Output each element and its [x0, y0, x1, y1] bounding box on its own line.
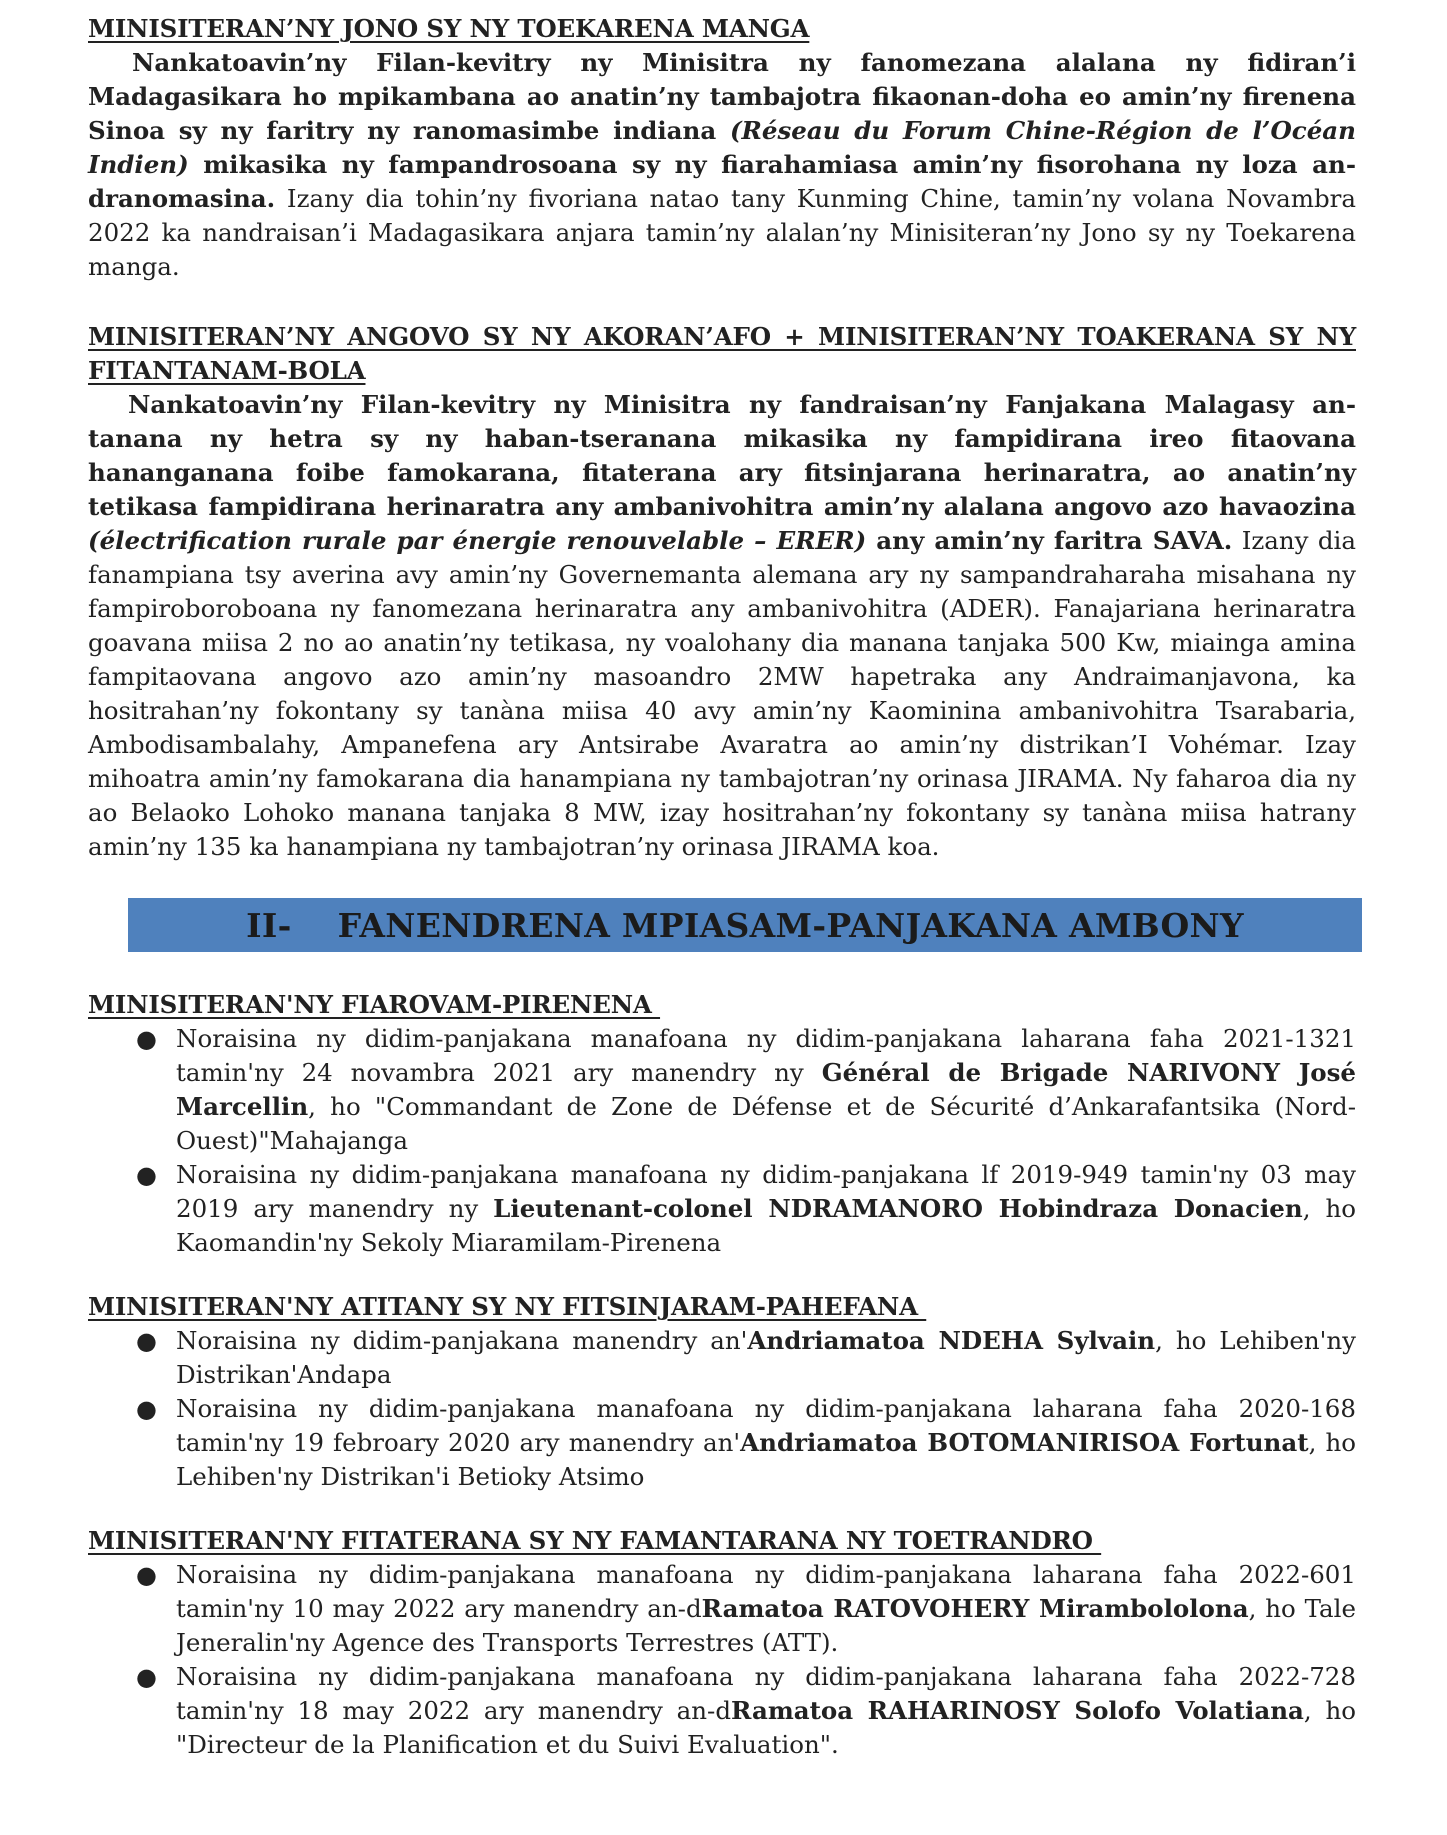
paragraph-bold-text: Nankatoavin’ny Filan-kevitry ny Minisitra ny fanomezana alalana ny fidiran’i Madagasikara ho mpikambana ao anatin’ny tambajotra fikaonan-doha eo amin’ny firenena Sinoa sy ny faritry ny ranomasimbe indiana [88, 48, 1356, 145]
section-title: FANENDRENA MPIASAM-PANJAKANA AMBONY [337, 905, 1244, 945]
bullet-icon: ● [136, 1561, 157, 1589]
section-fitaterana [88, 1524, 1356, 1762]
list-item [136, 1158, 1356, 1260]
section-paragraph [88, 46, 1356, 284]
section-atitany [88, 1290, 1356, 1494]
section-banner [128, 898, 1362, 952]
item-text: Noraisina ny didim-panjakana manendry an' [176, 1326, 748, 1355]
item-name-bold: Andriamatoa NDEHA Sylvain [747, 1326, 1156, 1355]
paragraph-bold-text: any amin’ny faritra SAVA. [866, 526, 1233, 555]
section-heading: MINISITERAN'NY ATITANY SY NY FITSINJARAM-PAHEFANA [88, 1292, 927, 1321]
item-text: , ho "Commandant de Zone de Défense et de Sécurité d’Ankarafantsika (Nord-Ouest)"Mahajanga [176, 1092, 1356, 1155]
paragraph-bold-italic-text: (Réseau du Forum Chine-Région de l’Océan Indien) [88, 116, 1356, 179]
item-text: , ho "Directeur de la Planification et du Suivi Evaluation". [176, 1696, 1356, 1759]
list-item [136, 1660, 1356, 1762]
list-item [136, 1324, 1357, 1392]
item-text: Noraisina ny didim-panjakana manafoana ny didim-panjakana laharana faha 2020-168 tamin'ny 19 febroary 2020 ary manendry an' [176, 1394, 1356, 1457]
item-text: Noraisina ny didim-panjakana manafoana ny didim-panjakana laharana faha 2022-728 tamin'ny 18 may 2022 ary manendry an-d [176, 1662, 1356, 1725]
bullet-icon: ● [136, 1395, 157, 1423]
bullet-icon: ● [136, 1025, 157, 1053]
item-text: Noraisina ny didim-panjakana manafoana ny didim-panjakana lf 2019-949 tamin'ny 03 may 2019 ary manendry ny [176, 1160, 1356, 1223]
section-number: II- [246, 905, 292, 945]
appointment-list [88, 1324, 1356, 1494]
item-text: , ho Lehiben'ny Distrikan'i Betioky Atsimo [176, 1428, 1357, 1491]
document-page [88, 12, 1356, 1762]
appointment-list [88, 1022, 1356, 1260]
section-heading: MINISITERAN’NY ANGOVO SY NY AKORAN’AFO + MINISITERAN’NY TOAKERANA SY NY FITANTANAM-BOLA [88, 322, 1356, 385]
paragraph-bold-italic-text: (électrification rurale par énergie renouvelable – ERER) [88, 526, 867, 555]
item-text: , ho Lehiben'ny Distrikan'Andapa [176, 1326, 1357, 1389]
item-name-bold: Général de Brigade NARIVONY José Marcellin [176, 1058, 1357, 1121]
item-text: Noraisina ny didim-panjakana manafoana ny didim-panjakana laharana faha 2021-1321 tamin'ny 24 novambra 2021 ary manendry ny [176, 1024, 1356, 1087]
item-name-bold: Ramatoa RATOVOHERY Mirambololona [701, 1594, 1249, 1623]
section-heading: MINISITERAN'NY FITATERANA SY NY FAMANTARANA NY TOETRANDRO [88, 1526, 1102, 1555]
list-item [136, 1392, 1357, 1494]
item-text: , ho Kaomandin'ny Sekoly Miaramilam-Pirenena [176, 1194, 1356, 1257]
item-text: , ho Tale Jeneralin'ny Agence des Transports Terrestres (ATT). [176, 1594, 1356, 1657]
item-name-bold: Andriamatoa BOTOMANIRISOA Fortunat [740, 1428, 1309, 1457]
section-heading: MINISITERAN’NY JONO SY NY TOEKARENA MANGA [88, 14, 810, 43]
paragraph-bold-text: Nankatoavin’ny Filan-kevitry ny Minisitra ny fandraisan’ny Fanjakana Malagasy an-tanana ny hetra sy ny haban-tseranana mikasika ny fampidirana ireo fitaovana hananganana foibe famokarana, fitaterana ary fitsinjarana herinaratra, ao anatin’ny tetikasa fampidirana herinaratra any ambanivohitra amin’ny alalana angovo azo havaozina [88, 390, 1356, 521]
bullet-icon: ● [136, 1161, 157, 1189]
section-angovo [88, 320, 1356, 864]
list-item [136, 1558, 1356, 1660]
bullet-icon: ● [136, 1327, 157, 1355]
paragraph-text: Izany dia tohin’ny fivoriana natao tany Kunming Chine, tamin’ny volana Novambra 2022 ka nandraisan’i Madagasikara anjara tamin’ny alalan’ny Minisiteran’ny Jono sy ny Toekarena manga. [88, 184, 1356, 281]
section-heading: MINISITERAN'NY FIAROVAM-PIRENENA [88, 990, 661, 1019]
item-name-bold: Lieutenant-colonel NDRAMANORO Hobindraza Donacien [493, 1194, 1303, 1223]
paragraph-text: Izany dia fanampiana tsy averina avy amin’ny Governemanta alemana ary ny sampandraharaha misahana ny fampiroboroboana ny fanomezana herinaratra any ambanivohitra (ADER). Fanajariana herinaratra goavana miisa 2 no ao anatin’ny tetikasa, ny voalohany dia manana tanjaka 500 Kw, miainga amina fampitaovana angovo azo amin’ny masoandro 2MW hapetraka any Andraimanjavona, ka hositrahan’ny fokontany sy tanàna miisa 40 avy amin’ny Kaominina ambanivohitra Tsarabaria, Ambodisambalahy, Ampanefena ary Antsirabe Avaratra ao amin’ny distrikan’I Vohémar. Izay mihoatra amin’ny famokarana dia hanampiana ny tambajotran’ny orinasa JIRAMA. Ny faharoa dia ny ao Belaoko Lohoko manana tanjaka 8 MW, izay hositrahan’ny fokontany sy tanàna miisa hatrany amin’ny 135 ka hanampiana ny tambajotran’ny orinasa JIRAMA koa. [88, 526, 1356, 861]
bullet-icon: ● [136, 1663, 157, 1691]
item-name-bold: Ramatoa RAHARINOSY Solofo Volatiana [731, 1696, 1304, 1725]
section-jono [88, 12, 1356, 284]
list-item [136, 1022, 1357, 1158]
section-fiarovam-pirenena [88, 988, 1356, 1260]
section-paragraph [88, 388, 1356, 864]
appointment-list [88, 1558, 1356, 1762]
item-text: Noraisina ny didim-panjakana manafoana ny didim-panjakana laharana faha 2022-601 tamin'ny 10 may 2022 ary manendry an-d [176, 1560, 1356, 1623]
paragraph-bold-text: mikasika ny fampandrosoana sy ny fiarahamiasa amin’ny fisorohana ny loza an-dranomasina. [88, 150, 1356, 213]
